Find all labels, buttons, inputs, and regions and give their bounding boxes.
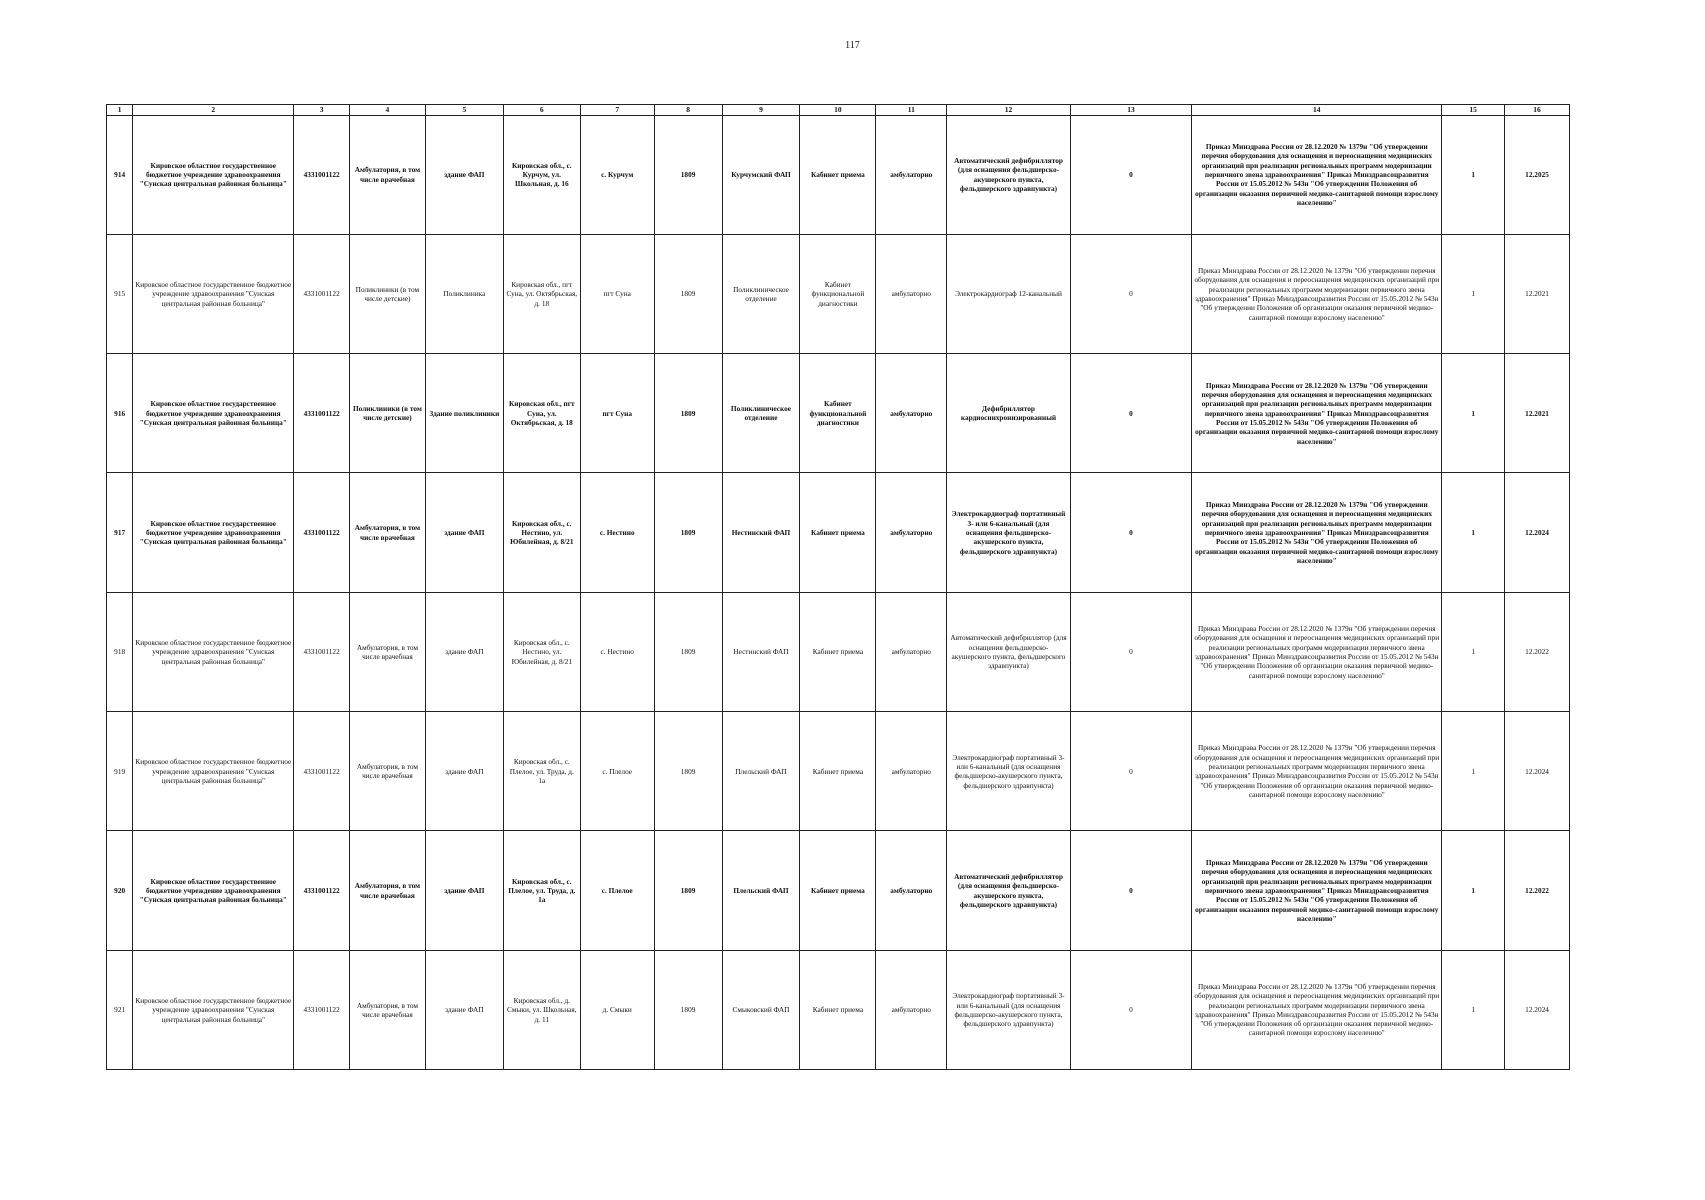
row-number: 920 xyxy=(107,831,133,950)
equipment-name: Дефибриллятор кардиосинхронизированный xyxy=(947,354,1071,473)
row-number: 915 xyxy=(107,234,133,353)
unit-name: Плельский ФАП xyxy=(722,831,800,950)
column-13-value: 0 xyxy=(1070,592,1191,711)
equipment-name: Автоматический дефибриллятор (для оснащения фельдшерско-акушерского пункта, фельдшерского здравпункта) xyxy=(947,115,1071,234)
column-number: 13 xyxy=(1070,105,1191,116)
building-type: Здание поликлиники xyxy=(425,354,503,473)
column-number: 7 xyxy=(580,105,654,116)
organization-name: Кировское областное государственное бюджетное учреждение здравоохранения "Сунская центральная районная больница" xyxy=(133,831,294,950)
legal-basis: Приказ Минздрава России от 28.12.2020 № 1379н "Об утверждении перечня оборудования для оснащения и переоснащения медицинских организаций при реализации региональных программ модернизации первичного звена здравоохранения" Приказ Минздравсоцразвития России от 15.05.2012 № 543н "Об утверждении Положения об организации оказания первичной медико-санитарной помощи взрослому населению" xyxy=(1192,950,1442,1069)
facility-type: Поликлиники (в том числе детские) xyxy=(349,234,425,353)
quantity: 1 xyxy=(1442,950,1505,1069)
table-row xyxy=(107,712,1570,831)
inn-value: 4331001122 xyxy=(294,234,350,353)
table-row xyxy=(107,831,1570,950)
quantity: 1 xyxy=(1442,592,1505,711)
column-number: 15 xyxy=(1442,105,1505,116)
equipment-name: Электрокардиограф портативный 3- или 6-канальный (для оснащения фельдшерско-акушерского пункта, фельдшерского здравпункта) xyxy=(947,473,1071,592)
organization-name: Кировское областное государственное бюджетное учреждение здравоохранения "Сунская центральная районная больница" xyxy=(133,712,294,831)
organization-name: Кировское областное государственное бюджетное учреждение здравоохранения "Сунская центральная районная больница" xyxy=(133,234,294,353)
row-number: 914 xyxy=(107,115,133,234)
unit-name: Смыковский ФАП xyxy=(722,950,800,1069)
room-name: Кабинет функциональной диагностики xyxy=(800,354,876,473)
table-row xyxy=(107,473,1570,592)
organization-name: Кировское областное государственное бюджетное учреждение здравоохранения "Сунская центральная районная больница" xyxy=(133,592,294,711)
code-value: 1809 xyxy=(654,354,722,473)
unit-name: Курчумский ФАП xyxy=(722,115,800,234)
column-number: 14 xyxy=(1192,105,1442,116)
deadline-date: 12.2021 xyxy=(1505,354,1570,473)
building-type: Поликлиника xyxy=(425,234,503,353)
code-value: 1809 xyxy=(654,712,722,831)
address: Кировская обл., с. Нестино, ул. Юбилейная, д. 8/21 xyxy=(503,592,580,711)
organization-name: Кировское областное государственное бюджетное учреждение здравоохранения "Сунская центральная районная больница" xyxy=(133,354,294,473)
column-13-value: 0 xyxy=(1070,473,1191,592)
quantity: 1 xyxy=(1442,234,1505,353)
building-type: здание ФАП xyxy=(425,592,503,711)
deadline-date: 12.2022 xyxy=(1505,592,1570,711)
column-number: 8 xyxy=(654,105,722,116)
building-type: здание ФАП xyxy=(425,712,503,831)
column-13-value: 0 xyxy=(1070,950,1191,1069)
facility-type: Амбулатория, в том числе врачебная xyxy=(349,712,425,831)
column-number: 11 xyxy=(876,105,947,116)
equipment-name: Электрокардиограф портативный 3- или 6-канальный (для оснащения фельдшерско-акушерского пункта, фельдшерского здравпункта) xyxy=(947,712,1071,831)
room-name: Кабинет приема xyxy=(800,831,876,950)
table-row xyxy=(107,592,1570,711)
locality: пгт Суна xyxy=(580,234,654,353)
quantity: 1 xyxy=(1442,712,1505,831)
locality: с. Курчум xyxy=(580,115,654,234)
column-number: 2 xyxy=(133,105,294,116)
quantity: 1 xyxy=(1442,831,1505,950)
column-13-value: 0 xyxy=(1070,712,1191,831)
inn-value: 4331001122 xyxy=(294,950,350,1069)
facility-type: Амбулатория, в том числе врачебная xyxy=(349,115,425,234)
column-number: 4 xyxy=(349,105,425,116)
inn-value: 4331001122 xyxy=(294,831,350,950)
locality: с. Нестино xyxy=(580,592,654,711)
building-type: здание ФАП xyxy=(425,115,503,234)
care-mode: амбулаторно xyxy=(876,712,947,831)
locality: с. Нестино xyxy=(580,473,654,592)
facility-type: Поликлиники (в том числе детские) xyxy=(349,354,425,473)
inn-value: 4331001122 xyxy=(294,712,350,831)
legal-basis: Приказ Минздрава России от 28.12.2020 № 1379н "Об утверждении перечня оборудования для оснащения и переоснащения медицинских организаций при реализации региональных программ модернизации первичного звена здравоохранения" Приказ Минздравсоцразвития России от 15.05.2012 № 543н "Об утверждении Положения об организации оказания первичной медико-санитарной помощи взрослому населению" xyxy=(1192,354,1442,473)
quantity: 1 xyxy=(1442,473,1505,592)
legal-basis: Приказ Минздрава России от 28.12.2020 № 1379н "Об утверждении перечня оборудования для оснащения и переоснащения медицинских организаций при реализации региональных программ модернизации первичного звена здравоохранения" Приказ Минздравсоцразвития России от 15.05.2012 № 543н "Об утверждении Положения об организации оказания первичной медико-санитарной помощи взрослому населению" xyxy=(1192,115,1442,234)
organization-name: Кировское областное государственное бюджетное учреждение здравоохранения "Сунская центральная районная больница" xyxy=(133,115,294,234)
inn-value: 4331001122 xyxy=(294,473,350,592)
code-value: 1809 xyxy=(654,831,722,950)
column-13-value: 0 xyxy=(1070,354,1191,473)
row-number: 917 xyxy=(107,473,133,592)
facility-type: Амбулатория, в том числе врачебная xyxy=(349,950,425,1069)
column-number: 6 xyxy=(503,105,580,116)
unit-name: Нестинский ФАП xyxy=(722,592,800,711)
unit-name: Поликлиническое отделение xyxy=(722,354,800,473)
table-row xyxy=(107,115,1570,234)
care-mode: амбулаторно xyxy=(876,950,947,1069)
column-number: 12 xyxy=(947,105,1071,116)
address: Кировская обл., д. Смыки, ул. Школьная, д. 11 xyxy=(503,950,580,1069)
care-mode: амбулаторно xyxy=(876,354,947,473)
table-row xyxy=(107,354,1570,473)
code-value: 1809 xyxy=(654,115,722,234)
deadline-date: 12.2021 xyxy=(1505,234,1570,353)
table-row xyxy=(107,234,1570,353)
deadline-date: 12.2025 xyxy=(1505,115,1570,234)
care-mode: амбулаторно xyxy=(876,592,947,711)
equipment-name: Электрокардиограф 12-канальный xyxy=(947,234,1071,353)
legal-basis: Приказ Минздрава России от 28.12.2020 № 1379н "Об утверждении перечня оборудования для оснащения и переоснащения медицинских организаций при реализации региональных программ модернизации первичного звена здравоохранения" Приказ Минздравсоцразвития России от 15.05.2012 № 543н "Об утверждении Положения об организации оказания первичной медико-санитарной помощи взрослому населению" xyxy=(1192,831,1442,950)
equipment-name: Автоматический дефибриллятор (для оснащения фельдшерско-акушерского пункта, фельдшерского здравпункта) xyxy=(947,592,1071,711)
address: Кировская обл., пгт Суна, ул. Октябрьская, д. 18 xyxy=(503,354,580,473)
legal-basis: Приказ Минздрава России от 28.12.2020 № 1379н "Об утверждении перечня оборудования для оснащения и переоснащения медицинских организаций при реализации региональных программ модернизации первичного звена здравоохранения" Приказ Минздравсоцразвития России от 15.05.2012 № 543н "Об утверждении Положения об организации оказания первичной медико-санитарной помощи взрослому населению" xyxy=(1192,473,1442,592)
locality: с. Плелое xyxy=(580,712,654,831)
care-mode: амбулаторно xyxy=(876,473,947,592)
code-value: 1809 xyxy=(654,950,722,1069)
legal-basis: Приказ Минздрава России от 28.12.2020 № 1379н "Об утверждении перечня оборудования для оснащения и переоснащения медицинских организаций при реализации региональных программ модернизации первичного звена здравоохранения" Приказ Минздравсоцразвития России от 15.05.2012 № 543н "Об утверждении Положения об организации оказания первичной медико-санитарной помощи взрослому населению" xyxy=(1192,712,1442,831)
unit-name: Поликлиническое отделение xyxy=(722,234,800,353)
locality: пгт Суна xyxy=(580,354,654,473)
row-number: 918 xyxy=(107,592,133,711)
deadline-date: 12.2022 xyxy=(1505,831,1570,950)
column-number: 10 xyxy=(800,105,876,116)
column-number: 9 xyxy=(722,105,800,116)
quantity: 1 xyxy=(1442,115,1505,234)
inn-value: 4331001122 xyxy=(294,115,350,234)
address: Кировская обл., с. Курчум, ул. Школьная, д. 16 xyxy=(503,115,580,234)
unit-name: Нестинский ФАП xyxy=(722,473,800,592)
row-number: 916 xyxy=(107,354,133,473)
care-mode: амбулаторно xyxy=(876,234,947,353)
facility-type: Амбулатория, в том числе врачебная xyxy=(349,831,425,950)
room-name: Кабинет приема xyxy=(800,473,876,592)
column-number: 5 xyxy=(425,105,503,116)
building-type: здание ФАП xyxy=(425,950,503,1069)
address: Кировская обл., пгт Суна, ул. Октябрьская, д. 18 xyxy=(503,234,580,353)
room-name: Кабинет функциональной диагностики xyxy=(800,234,876,353)
equipment-name: Автоматический дефибриллятор (для оснащения фельдшерско-акушерского пункта, фельдшерского здравпункта) xyxy=(947,831,1071,950)
table-row xyxy=(107,950,1570,1069)
locality: д. Смыки xyxy=(580,950,654,1069)
column-13-value: 0 xyxy=(1070,831,1191,950)
locality: с. Плелое xyxy=(580,831,654,950)
room-name: Кабинет приема xyxy=(800,950,876,1069)
column-13-value: 0 xyxy=(1070,234,1191,353)
code-value: 1809 xyxy=(654,473,722,592)
organization-name: Кировское областное государственное бюджетное учреждение здравоохранения "Сунская центральная районная больница" xyxy=(133,473,294,592)
care-mode: амбулаторно xyxy=(876,831,947,950)
unit-name: Плельский ФАП xyxy=(722,712,800,831)
page-number: 117 xyxy=(845,40,860,51)
column-number: 1 xyxy=(107,105,133,116)
building-type: здание ФАП xyxy=(425,473,503,592)
address: Кировская обл., с. Плелое, ул. Труда, д. 1а xyxy=(503,831,580,950)
deadline-date: 12.2024 xyxy=(1505,473,1570,592)
equipment-table xyxy=(106,104,1570,1070)
facility-type: Амбулатория, в том числе врачебная xyxy=(349,473,425,592)
room-name: Кабинет приема xyxy=(800,115,876,234)
code-value: 1809 xyxy=(654,592,722,711)
care-mode: амбулаторно xyxy=(876,115,947,234)
deadline-date: 12.2024 xyxy=(1505,950,1570,1069)
code-value: 1809 xyxy=(654,234,722,353)
column-13-value: 0 xyxy=(1070,115,1191,234)
inn-value: 4331001122 xyxy=(294,592,350,711)
row-number: 921 xyxy=(107,950,133,1069)
deadline-date: 12.2024 xyxy=(1505,712,1570,831)
legal-basis: Приказ Минздрава России от 28.12.2020 № 1379н "Об утверждении перечня оборудования для оснащения и переоснащения медицинских организаций при реализации региональных программ модернизации первичного звена здравоохранения" Приказ Минздравсоцразвития России от 15.05.2012 № 543н "Об утверждении Положения об организации оказания первичной медико-санитарной помощи взрослому населению" xyxy=(1192,592,1442,711)
equipment-name: Электрокардиограф портативный 3- или 6-канальный (для оснащения фельдшерско-акушерского пункта, фельдшерского здравпункта) xyxy=(947,950,1071,1069)
facility-type: Амбулатория, в том числе врачебная xyxy=(349,592,425,711)
column-number-row xyxy=(107,105,1570,116)
inn-value: 4331001122 xyxy=(294,354,350,473)
legal-basis: Приказ Минздрава России от 28.12.2020 № 1379н "Об утверждении перечня оборудования для оснащения и переоснащения медицинских организаций при реализации региональных программ модернизации первичного звена здравоохранения" Приказ Минздравсоцразвития России от 15.05.2012 № 543н "Об утверждении Положения об организации оказания первичной медико-санитарной помощи взрослому населению" xyxy=(1192,234,1442,353)
room-name: Кабинет приема xyxy=(800,712,876,831)
row-number: 919 xyxy=(107,712,133,831)
building-type: здание ФАП xyxy=(425,831,503,950)
address: Кировская обл., с. Нестино, ул. Юбилейная, д. 8/21 xyxy=(503,473,580,592)
room-name: Кабинет приема xyxy=(800,592,876,711)
organization-name: Кировское областное государственное бюджетное учреждение здравоохранения "Сунская центральная районная больница" xyxy=(133,950,294,1069)
quantity: 1 xyxy=(1442,354,1505,473)
address: Кировская обл., с. Плелое, ул. Труда, д. 1а xyxy=(503,712,580,831)
column-number: 16 xyxy=(1505,105,1570,116)
column-number: 3 xyxy=(294,105,350,116)
